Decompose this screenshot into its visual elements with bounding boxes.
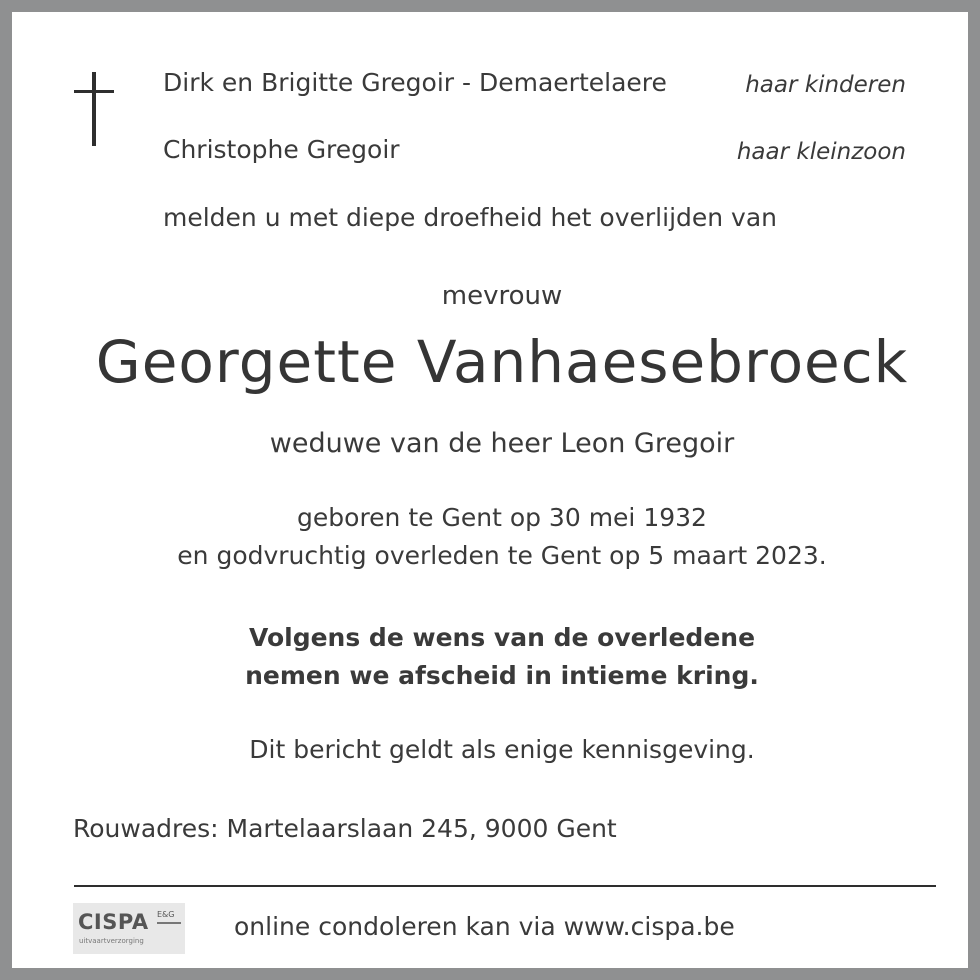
- notice-text: Dit bericht geldt als enige kennisgeving.: [249, 735, 755, 764]
- logo-bar: [157, 922, 181, 924]
- deceased-title: mevrouw: [441, 281, 563, 311]
- logo-tagline: uitvaartverzorging: [79, 937, 144, 945]
- wish-line-2: nemen we afscheid in intieme kring.: [245, 661, 759, 690]
- widow-line: weduwe van de heer Leon Gregoir: [269, 428, 735, 459]
- condolences-link[interactable]: online condoleren kan via www.cispa.be: [234, 912, 735, 941]
- wish-line-1: Volgens de wens van de overledene: [248, 623, 756, 652]
- family-member-relation: haar kinderen: [745, 72, 906, 98]
- cispa-logo: [73, 903, 185, 954]
- deceased-name: Georgette Vanhaesebroeck: [95, 328, 909, 396]
- family-member-name: Christophe Gregoir: [163, 135, 400, 164]
- divider: [74, 885, 936, 887]
- death-line: en godvruchtig overleden te Gent op 5 maart 2023.: [177, 541, 827, 570]
- birth-line: geboren te Gent op 30 mei 1932: [297, 503, 707, 532]
- logo-brand: CISPA: [78, 910, 149, 934]
- farewell-wish: [12, 619, 980, 695]
- cross-icon: [74, 72, 114, 146]
- family-member-name: Dirk en Brigitte Gregoir - Demaertelaere: [163, 68, 667, 97]
- family-member-relation: haar kleinzoon: [736, 139, 906, 165]
- mourning-address: Rouwadres: Martelaarslaan 245, 9000 Gent: [73, 814, 617, 843]
- announcement-text: melden u met diepe droefheid het overlijden van: [163, 203, 778, 232]
- life-dates: [12, 499, 980, 575]
- logo-sup: E&G: [157, 910, 175, 919]
